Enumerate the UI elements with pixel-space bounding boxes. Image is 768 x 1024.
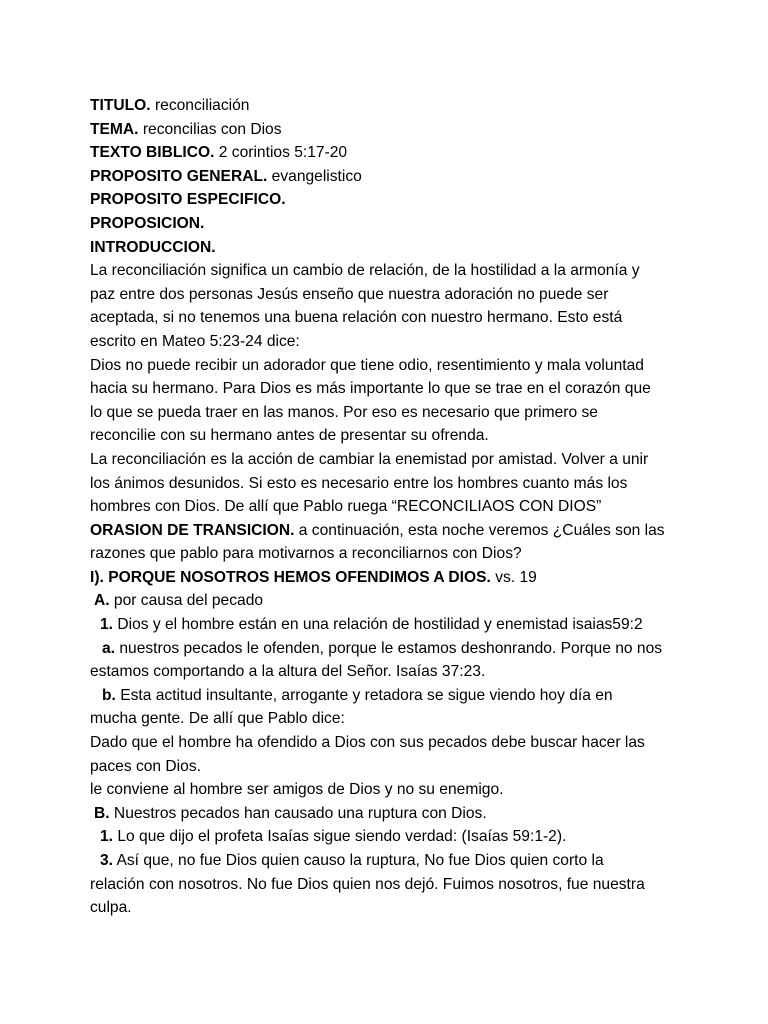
transicion-label: ORASION DE TRANSICION.	[90, 521, 295, 539]
intro-line: La reconciliación es la acción de cambiar la enemistad por amistad. Volver a unir	[90, 450, 649, 468]
intro-line: paz entre dos personas Jesús enseño que nuestra adoración no puede ser	[90, 285, 609, 303]
proposito-general-line	[90, 165, 708, 189]
item-a1-label: 1.	[100, 616, 114, 634]
subpoint-a-label: A.	[94, 592, 110, 610]
item-b3-line: relación con nosotros. No fue Dios quien nos dejó. Fuimos nosotros, fue nuestra	[90, 875, 645, 893]
item-b3-line: culpa.	[90, 899, 132, 917]
proposicion-label: PROPOSICION.	[90, 214, 205, 232]
transicion-line: razones que pablo para motivarnos a reconciliarnos con Dios?	[90, 545, 522, 563]
intro-line: La reconciliación significa un cambio de relación, de la hostilidad a la armonía y	[90, 262, 640, 280]
item-b1-line	[90, 825, 708, 849]
point1-heading-line	[90, 566, 708, 590]
transicion-line	[90, 519, 708, 543]
item-ab-label: b.	[102, 686, 116, 704]
paragraph-line: paces con Dios.	[90, 757, 201, 775]
tema-label: TEMA.	[90, 120, 139, 138]
item-aa-label: a.	[102, 639, 116, 657]
point1-ref: vs. 19	[490, 568, 537, 586]
item-ab-line	[90, 684, 708, 708]
intro-line: escrito en Mateo 5:23-24 dice:	[90, 332, 300, 350]
tema-line	[90, 118, 708, 142]
subpoint-b-label: B.	[94, 804, 110, 822]
texto-biblico-value: 2 corintios 5:17-20	[214, 144, 348, 162]
proposito-general-value: evangelistico	[267, 167, 362, 185]
intro-line: reconcilie con su hermano antes de presentar su ofrenda.	[90, 427, 489, 445]
titulo-label: TITULO.	[90, 97, 151, 114]
intro-line: aceptada, si no tenemos una buena relación con nuestro hermano. Esto está	[90, 309, 623, 327]
paragraph-line: Dado que el hombre ha ofendido a Dios con sus pecados debe buscar hacer las	[90, 734, 645, 752]
subpoint-b-text: Nuestros pecados han causado una ruptura con Dios.	[109, 804, 487, 822]
intro-line: los ánimos desunidos. Si esto es necesario entre los hombres cuanto más los	[90, 474, 628, 492]
subpoint-a-line	[90, 589, 708, 613]
titulo-value: reconciliación	[150, 97, 250, 114]
item-a1-text: Dios y el hombre están en una relación de hostilidad y enemistad isaias59:2	[113, 616, 643, 634]
item-b3-text: Así que, no fue Dios quien causo la ruptura, No fue Dios quien corto la	[113, 852, 604, 869]
item-ab-text: Esta actitud insultante, arrogante y retadora se sigue viendo hoy día en	[115, 686, 613, 704]
intro-line: hacia su hermano. Para Dios es más importante lo que se trae en el corazón que	[90, 380, 651, 398]
item-aa-text: nuestros pecados le ofenden, porque le estamos deshonrando. Porque no nos	[115, 639, 663, 657]
subpoint-b-line	[90, 802, 708, 826]
intro-line: lo que se pueda traer en las manos. Por eso es necesario que primero se	[90, 403, 598, 421]
item-b1-label: 1.	[100, 828, 114, 846]
item-aa-line: estamos comportando a la altura del Señor. Isaías 37:23.	[90, 663, 486, 681]
introduccion-label: INTRODUCCION.	[90, 238, 216, 256]
item-b1-text: Lo que dijo el profeta Isaías sigue siendo verdad: (Isaías 59:1-2).	[113, 828, 567, 846]
texto-biblico-label: TEXTO BIBLICO.	[90, 144, 215, 162]
transicion-text: a continuación, esta noche veremos ¿Cuáles son las	[294, 521, 665, 539]
intro-line: Dios no puede recibir un adorador que tiene odio, resentimiento y mala voluntad	[90, 356, 644, 374]
subpoint-a-text: por causa del pecado	[109, 592, 264, 610]
tema-value: reconcilias con Dios	[138, 120, 282, 138]
proposito-general-label: PROPOSITO GENERAL.	[90, 167, 268, 185]
item-b3-line	[90, 849, 708, 873]
item-b3-label: 3.	[100, 852, 114, 869]
intro-line: hombres con Dios. De allí que Pablo ruega “RECONCILIAOS CON DIOS”	[90, 498, 602, 516]
point1-heading: I). PORQUE NOSOTROS HEMOS OFENDIMOS A DIOS.	[90, 568, 491, 586]
item-a1-line	[90, 613, 708, 637]
item-aa-line	[90, 637, 708, 661]
proposito-especifico-label: PROPOSITO ESPECIFICO.	[90, 191, 286, 209]
item-ab-line: mucha gente. De allí que Pablo dice:	[90, 710, 345, 728]
texto-biblico-line	[90, 141, 708, 165]
paragraph-line: le conviene al hombre ser amigos de Dios y no su enemigo.	[90, 781, 504, 799]
titulo-line	[90, 94, 708, 118]
